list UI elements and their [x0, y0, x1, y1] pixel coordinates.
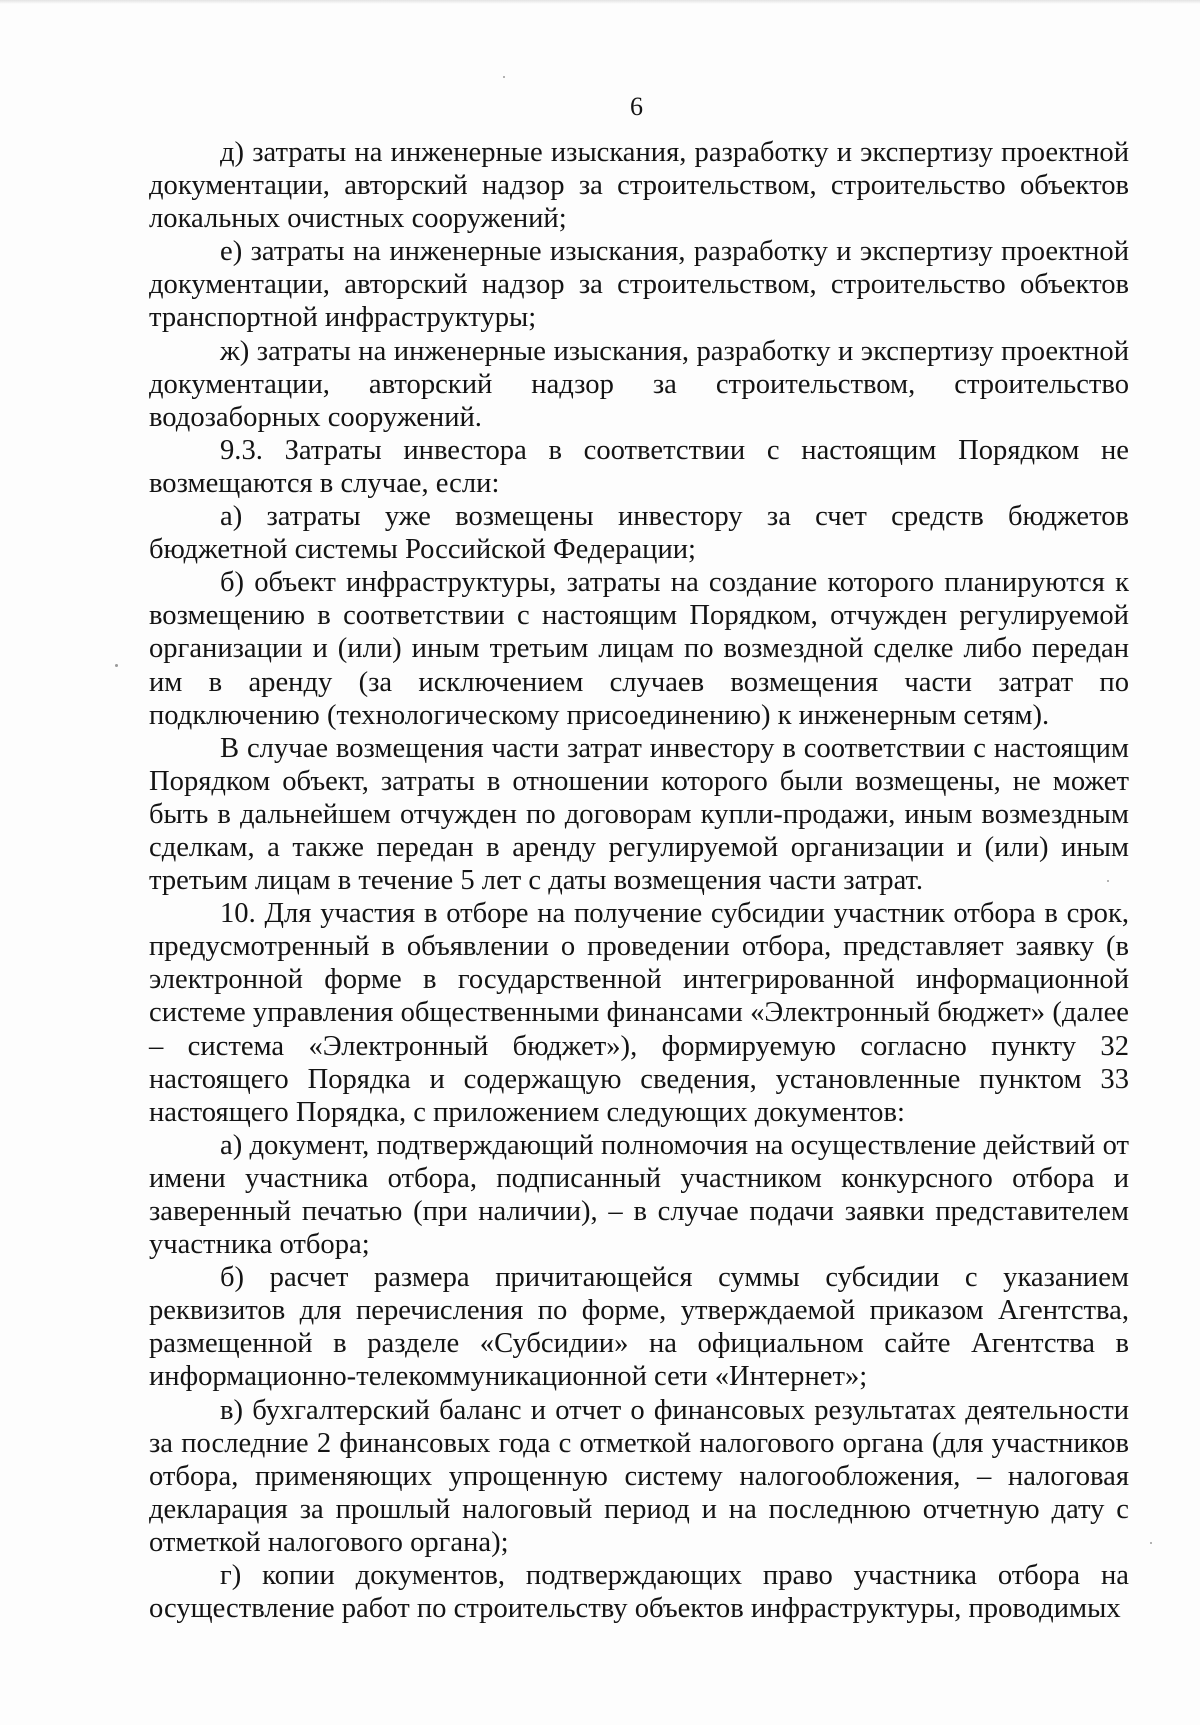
paragraph-g-document-copies: г) копии документов, подтверждающих право участника отбора на осуществление работ по строительству объектов инфраструктуры, проводимых: [149, 1560, 1129, 1625]
paragraph-v-accounting-balance: в) бухгалтерский баланс и отчет о финансовых результатах деятельности за последние 2 финансовых года с отметкой налогового органа (для участников отбора, применяющих упрощенную систему налогообложения, – налоговая декларация за прошлый налоговый период и на последнюю отчетную дату с отметкой налогового органа);: [149, 1394, 1129, 1558]
scan-speck: [115, 664, 118, 667]
scan-speck: [1150, 1542, 1152, 1544]
paragraph-a-authority-document: а) документ, подтверждающий полномочия на осуществление действий от имени участника отбора, подписанный участником конкурсного отбора и заверенный печатью (при наличии), – в случае подачи заявки представителем участника отбора;: [149, 1129, 1129, 1261]
paragraph-e-transport-infrastructure: е) затраты на инженерные изыскания, разработку и экспертизу проектной документации, авторский надзор за строительством, строительство объектов транспортной инфраструктуры;: [149, 236, 1129, 334]
paragraph-partial-reimbursement-restriction: В случае возмещения части затрат инвестору в соответствии с настоящим Порядком объект, затраты в отношении которого были возмещены, не может быть в дальнейшем отчужден по договорам купли-продажи, иным возмездным сделкам, а также передан в аренду регулируемой организации и (или) иным третьим лицам в течение 5 лет с даты возмещения части затрат.: [149, 732, 1129, 897]
paragraph-b-subsidy-calculation: б) расчет размера причитающейся суммы субсидии с указанием реквизитов для перечисления по форме, утверждаемой приказом Агентства, размещенной в разделе «Субсидии» на официальном сайте Агентства в информационно-телекоммуникационной сети «Интернет»;: [149, 1262, 1129, 1393]
paragraph-a-already-reimbursed: а) затраты уже возмещены инвестору за счет средств бюджетов бюджетной системы Российской Федерации;: [149, 501, 1129, 566]
scan-speck: [503, 76, 505, 78]
paragraph-d-local-treatment-facilities: д) затраты на инженерные изыскания, разработку и экспертизу проектной документации, авторский надзор за строительством, строительство объектов локальных очистных сооружений;: [149, 137, 1129, 235]
document-body: [149, 136, 1129, 1625]
paragraph-zh-water-intake-facilities: ж) затраты на инженерные изыскания, разработку и экспертизу проектной документации, авторский надзор за строительством, строительство водозаборных сооружений.: [149, 335, 1129, 433]
paragraph-9-3-not-reimbursed: 9.3. Затраты инвестора в соответствии с настоящим Порядком не возмещаются в случае, если:: [149, 434, 1129, 499]
paragraph-b-object-alienated: б) объект инфраструктуры, затраты на создание которого планируются к возмещению в соответствии с настоящим Порядком, отчужден регулируемой организации и (или) иным третьим лицам по возмездной сделке либо передан им в аренду (за исключением случаев возмещения части затрат по подключению (технологическому присоединению) к инженерным сетям).: [149, 567, 1129, 731]
scan-edge-shadow: [0, 0, 1200, 4]
scan-speck: [1107, 880, 1109, 882]
paragraph-10-application-submission: 10. Для участия в отборе на получение субсидии участник отбора в срок, предусмотренный в объявлении о проведении отбора, представляет заявку (в электронной форме в государственной интегрированной информационной системе управления общественными финансами «Электронный бюджет» (далее – система «Электронный бюджет»), формируемую согласно пункту 32 настоящего Порядка и содержащую сведения, установленные пунктом 33 настоящего Порядка, с приложением следующих документов:: [149, 898, 1129, 1128]
page-number: 6: [630, 92, 643, 121]
